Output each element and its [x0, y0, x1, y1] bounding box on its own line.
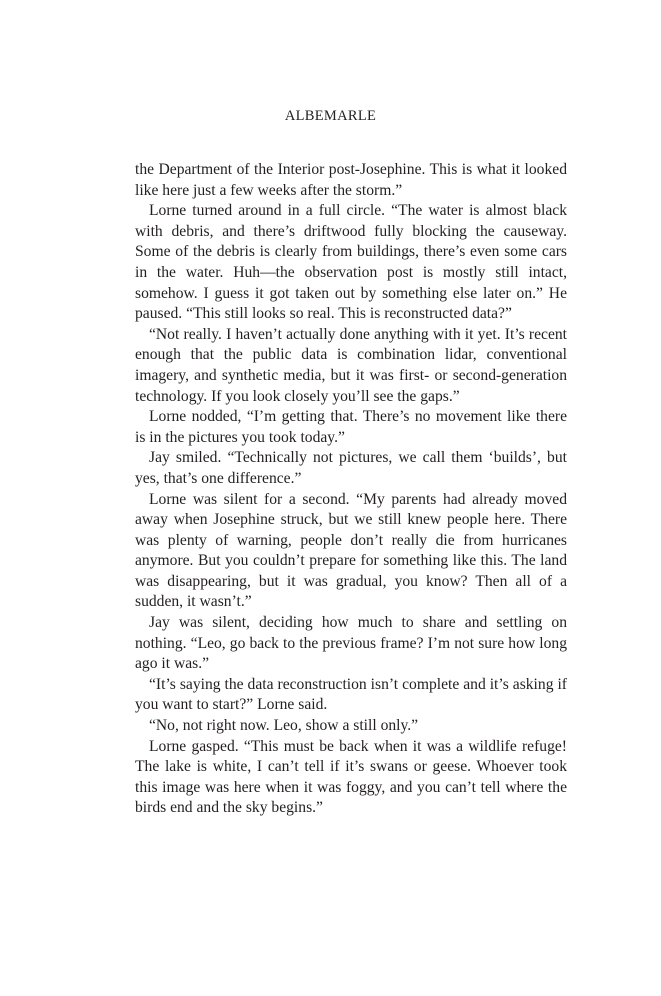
- paragraph-continuation: the Department of the Interior post-Josephine. This is what it looked like here just a few weeks after the storm.”: [135, 161, 567, 199]
- paragraph: Jay smiled. “Technically not pictures, we call them ‘builds’, but yes, that’s one difference.”: [135, 449, 567, 487]
- paragraph: Lorne was silent for a second. “My parents had already moved away when Josephine struck, but we still knew people here. There was plenty of warning, people don’t really die from hurricanes anymore. But you couldn’t prepare for something like this. The land was disappearing, but it was gradual, you know? Then all of a sudden, it wasn’t.”: [135, 490, 567, 611]
- paragraph: Lorne turned around in a full circle. “The water is almost black with debris, and there’s driftwood fully blocking the causeway. Some of the debris is clearly from buildings, there’s even some cars in the water. Huh—the observation post is mostly still intact, somehow. I guess it got taken out by something else later on.” He paused. “This still looks so real. This is reconstructed data?”: [135, 202, 567, 323]
- body-text: [135, 160, 567, 819]
- paragraph: “Not really. I haven’t actually done anything with it yet. It’s recent enough that the public data is combination lidar, conventional imagery, and synthetic media, but it was first- or second-generation technology. If you look closely you’ll see the gaps.”: [135, 325, 567, 405]
- paragraph: Lorne gasped. “This must be back when it was a wildlife refuge! The lake is white, I can’t tell if it’s swans or geese. Whoever took this image was here when it was foggy, and you can’t tell where the birds end and the sky begins.”: [135, 737, 567, 817]
- paragraph: “No, not right now. Leo, show a still only.”: [149, 717, 419, 735]
- paragraph: Lorne nodded, “I’m getting that. There’s no movement like there is in the pictures you took today.”: [135, 408, 567, 446]
- paragraph: Jay was silent, deciding how much to share and settling on nothing. “Leo, go back to the previous frame? I’m not sure how long ago it was.”: [135, 614, 567, 673]
- paragraph: “It’s saying the data reconstruction isn’t complete and it’s asking if you want to start?” Lorne said.: [135, 675, 567, 714]
- running-header-title: ALBEMARLE: [284, 108, 377, 124]
